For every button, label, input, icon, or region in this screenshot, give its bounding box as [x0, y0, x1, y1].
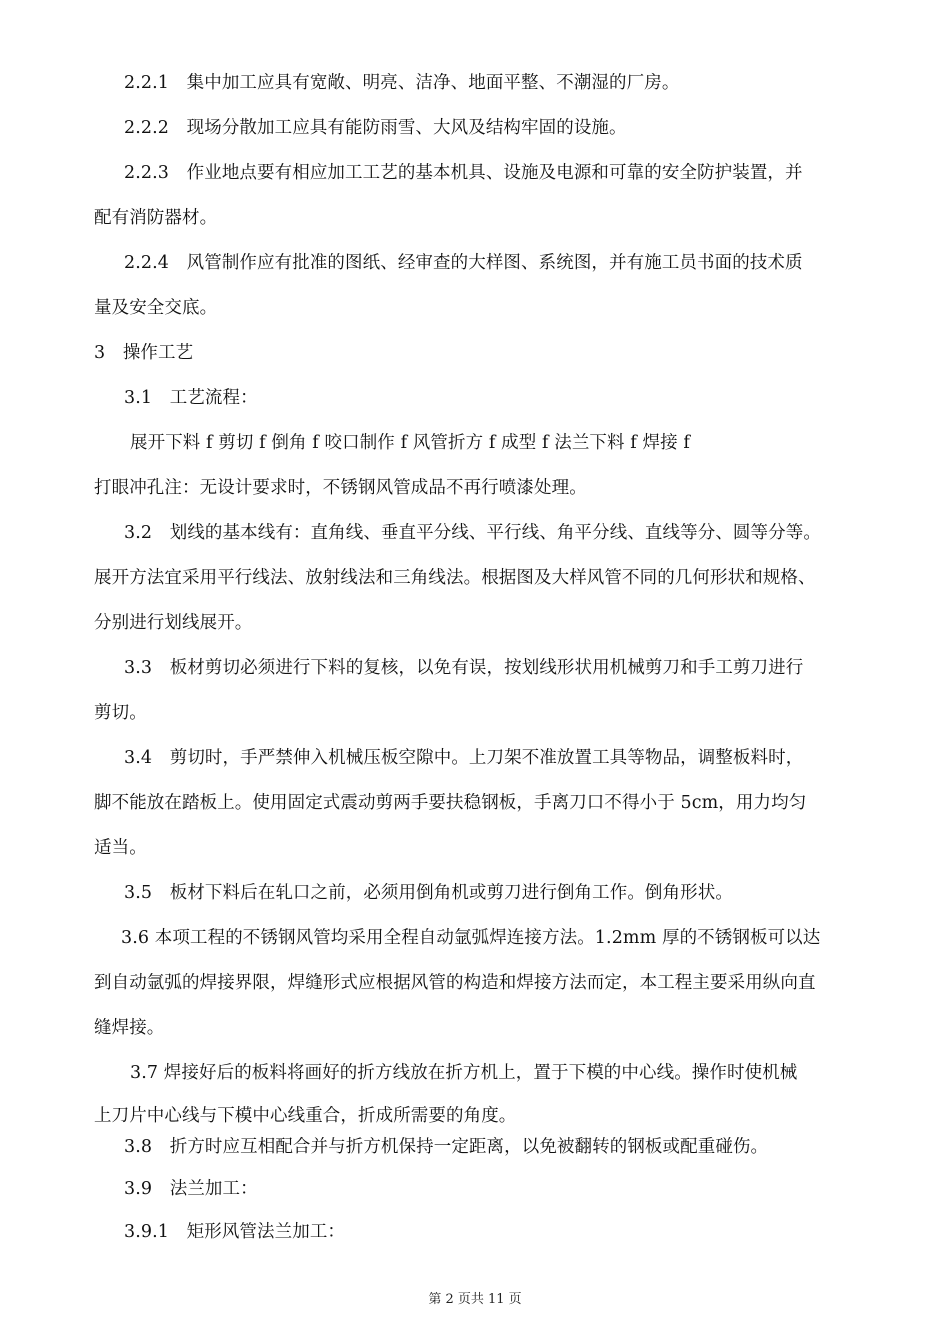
process-flow: 展开下料 f 剪切 f 倒角 f 咬口制作 f 风管折方 f 成型 f 法兰下料 f 焊接 f	[130, 433, 690, 453]
para-3-5: 3.5 板材下料后在轧口之前，必须用倒角机或剪刀进行倒角工作。倒角形状。	[124, 883, 733, 903]
para-3-2-cont-1: 展开方法宜采用平行线法、放射线法和三角线法。根据图及大样风管不同的几何形状和规格、	[94, 568, 816, 588]
para-3-6-cont-2: 缝焊接。	[94, 1018, 165, 1038]
para-3-3: 3.3 板材剪切必须进行下料的复核，以免有误，按划线形状用机械剪刀和手工剪刀进行	[124, 658, 804, 678]
para-3-2: 3.2 划线的基本线有：直角线、垂直平分线、平行线、角平分线、直线等分、圆等分等。	[124, 523, 821, 543]
para-3-3-cont: 剪切。	[94, 703, 147, 723]
para-3-6-cont-1: 到自动氩弧的焊接界限，焊缝形式应根据风管的构造和焊接方法而定，本工程主要采用纵向直	[94, 973, 816, 993]
para-3-4: 3.4 剪切时，手严禁伸入机械压板空隙中。上刀架不准放置工具等物品，调整板料时，	[124, 748, 804, 768]
para-3-7: 3.7 焊接好后的板料将画好的折方线放在折方机上，置于下模的中心线。操作时使机械	[130, 1063, 798, 1083]
process-flow-note: 打眼冲孔注：无设计要求时，不锈钢风管成品不再行喷漆处理。	[94, 478, 587, 498]
page-number-footer: 第 2 页共 11 页	[428, 1292, 522, 1307]
para-3-6: 3.6 本项工程的不锈钢风管均采用全程自动氩弧焊连接方法。1.2mm 厚的不锈钢板可以达	[121, 928, 821, 948]
para-3-9-1: 3.9.1 矩形风管法兰加工：	[124, 1222, 346, 1242]
section-heading-3: 3 操作工艺	[94, 343, 194, 363]
para-2-2-4: 2.2.4 风管制作应有批准的图纸、经审查的大样图、系统图，并有施工员书面的技术质	[124, 253, 803, 273]
para-3-2-cont-2: 分别进行划线展开。	[94, 613, 253, 633]
para-2-2-4-cont: 量及安全交底。	[94, 298, 218, 318]
para-3-1: 3.1 工艺流程：	[124, 388, 258, 408]
para-2-2-3-cont: 配有消防器材。	[94, 208, 218, 228]
para-3-7-cont: 上刀片中心线与下模中心线重合，折成所需要的角度。	[94, 1106, 517, 1126]
para-2-2-3: 2.2.3 作业地点要有相应加工工艺的基本机具、设施及电源和可靠的安全防护装置，并	[124, 163, 803, 183]
para-2-2-2: 2.2.2 现场分散加工应具有能防雨雪、大风及结构牢固的设施。	[124, 118, 627, 138]
para-2-2-1: 2.2.1 集中加工应具有宽敞、明亮、洁净、地面平整、不潮湿的厂房。	[124, 73, 680, 93]
para-3-4-cont-2: 适当。	[94, 838, 147, 858]
para-3-9: 3.9 法兰加工：	[124, 1179, 258, 1199]
para-3-4-cont-1: 脚不能放在踏板上。使用固定式震动剪两手要扶稳钢板，手离刀口不得小于 5cm，用力均匀	[94, 793, 807, 813]
para-3-8: 3.8 折方时应互相配合并与折方机保持一定距离，以免被翻转的钢板或配重碰伤。	[124, 1137, 769, 1157]
